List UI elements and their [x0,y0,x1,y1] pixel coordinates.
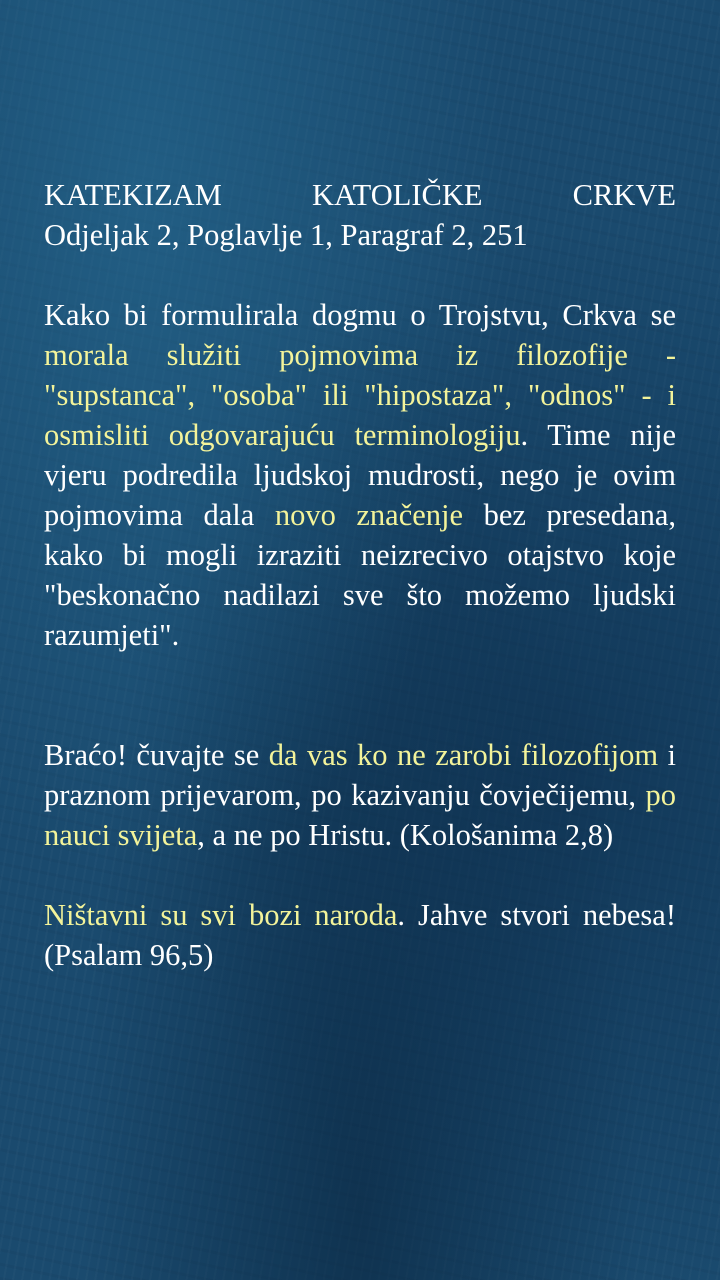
paragraph-text: Kako bi formulirala dogmu o Trojstvu, Crkva se [44,298,676,332]
psalm-quote [44,895,676,975]
spacer [44,855,676,895]
page-title: KATEKIZAM KATOLIČKE CRKVE [44,178,676,212]
header-block [44,175,676,255]
paragraph-text: . Jahve stvori nebesa! (Psalam 96,5) [44,898,676,972]
highlighted-text: morala služiti pojmovima iz filozofije - "supstanca", "osoba" ili "hipostaza", "odnos" - i osmisliti odgovarajuću terminologiju [44,338,676,452]
colossians-quote [44,735,676,855]
highlighted-text: po nauci svijeta [44,778,676,852]
spacer [44,255,676,295]
catechism-paragraph [44,295,676,655]
text-content [44,175,676,975]
page-subtitle: Odjeljak 2, Poglavlje 1, Paragraf 2, 251 [44,218,528,252]
paragraph-text: bez presedana, kako bi mogli izraziti neizrecivo otajstvo koje "beskonačno nadilazi sve što možemo ljudski razumjeti". [44,498,676,652]
paragraph-text: , a ne po Hristu. (Kološanima 2,8) [197,818,614,852]
paragraph-text: . Time nije vjeru podredila ljudskoj mudrosti, nego je ovim pojmovima dala [44,418,676,532]
paragraph-text: i praznom prijevarom, po kazivanju čovječijemu, [44,738,676,812]
highlighted-text: Ništavni su svi bozi naroda [44,898,398,932]
highlighted-text: da vas ko ne zarobi filozofijom [268,738,659,772]
highlighted-text: novo značenje [274,498,464,532]
spacer [44,655,676,735]
paragraph-text: Braćo! čuvajte se [44,738,269,772]
